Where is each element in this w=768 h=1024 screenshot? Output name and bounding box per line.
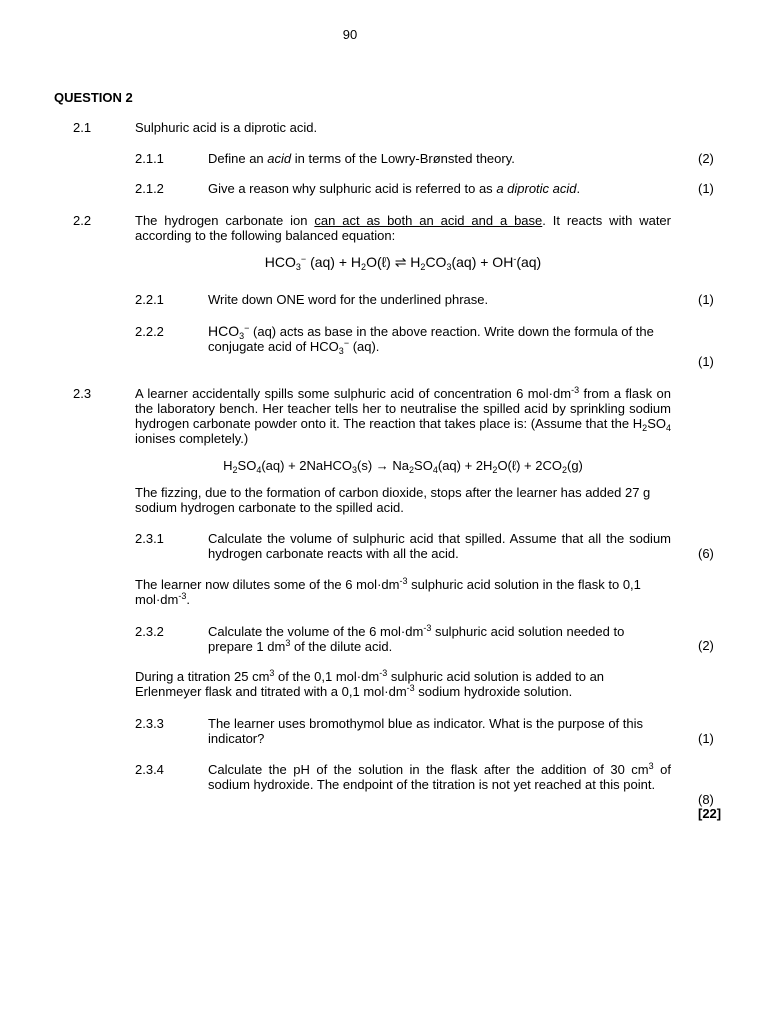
question-text-2-3-1: Calculate the volume of sulphuric acid that spilled. Assume that all the sodium hydrogen carbonate reacts with all the acid. — [208, 531, 671, 561]
question-text-2-2-2: $HCO_3^-$ (aq) acts as base in the above reaction. Write down the formula of the conjugate acid of $HCO_3^-$ (aq). — [208, 323, 654, 356]
question-number-2-3-4: 2.3.4 — [135, 762, 164, 777]
marks-2-1-2: (1) — [698, 181, 714, 196]
question-number-2-2: 2.2 — [73, 213, 92, 228]
underlined-phrase: can act as both an acid and a base — [314, 213, 543, 228]
question-number-2-2-1: 2.2.1 — [135, 292, 164, 307]
marks-2-3-2: (2) — [698, 638, 714, 653]
question-title: QUESTION 2 — [54, 90, 133, 105]
fizzing-paragraph: The fizzing, due to the formation of carbon dioxide, stops after the learner has added 27 g sodium hydrogen carbonate to the spilled acid. — [135, 485, 651, 515]
question-text-2-3-2: Calculate the volume of the 6 $mol\cdot dm^{-3}$ sulphuric acid solution needed to prepare 1 $dm^3$ of the dilute acid. — [208, 623, 625, 654]
question-number-2-2-2: 2.2.2 — [135, 324, 164, 339]
question-number-2-3-3: 2.3.3 — [135, 716, 164, 731]
question-number-2-1-2: 2.1.2 — [135, 181, 164, 196]
question-text-2-1: Sulphuric acid is a diprotic acid. — [135, 120, 318, 135]
dilution-paragraph: The learner now dilutes some of the 6 $mol\cdot dm^{-3}$ sulphuric acid solution in the flask to 0,1 $mol\cdot dm^{-3}$. — [135, 576, 641, 607]
question-text-2-1-2: Give a reason why sulphuric acid is referred to as a diprotic acid. — [208, 181, 581, 196]
equation-2-3: $H_2SO_4(aq)$ + 2NaHCO$_3$(s) → $Na_2SO_4(aq)$ + $2H_2O(\ell) + 2CO_2(g)$ — [223, 458, 583, 475]
question-number-2-3-2: 2.3.2 — [135, 624, 164, 639]
page-number: 90 — [342, 27, 358, 42]
question-number-2-1: 2.1 — [73, 120, 92, 135]
titration-paragraph: During a titration 25 $cm^3$ of the 0,1 $mol\cdot dm^{-3}$ sulphuric acid solution is added to an Erlenmeyer flask and titrated with a 0,1 $mol\cdot dm^{-3}$ sodium hydroxide solution. — [135, 668, 605, 699]
marks-2-2-2: (1) — [698, 354, 714, 369]
total-marks: [22] — [698, 806, 722, 821]
question-text-2-2-1: Write down ONE word for the underlined phrase. — [208, 292, 489, 307]
question-text-2-3-4: Calculate the pH of the solution in the flask after the addition of 30 $cm^3$ of sodium hydroxide. The endpoint of the titration is not yet reached at this point. — [208, 761, 671, 792]
question-text-2-3-3: The learner uses bromothymol blue as indicator. What is the purpose of this indicator? — [208, 716, 643, 746]
question-number-2-3-1: 2.3.1 — [135, 531, 164, 546]
marks-2-1-1: (2) — [698, 151, 714, 166]
equation-2-2: $HCO_3^-$ $(aq) + H_2O(\ell)$ ⇌ $H_2CO_3(aq) + OH^-(aq)$ — [264, 254, 542, 272]
marks-2-3-3: (1) — [698, 731, 714, 746]
question-number-2-1-1: 2.1.1 — [135, 151, 164, 166]
marks-2-3-4: (8) — [698, 792, 714, 807]
question-text-2-3: A learner accidentally spills some sulphuric acid of concentration 6 $mol\cdot dm^{-3}$ from a flask on the laboratory bench. Her teacher tells her to neutralise the spilled acid by sprinkling sodium hydrogen carbonate powder onto it. The reaction that takes place is: (Assume that the $H_2SO_4$ ionises completely.) — [135, 385, 671, 446]
marks-2-3-1: (6) — [698, 546, 714, 561]
question-text-2-2: The hydrogen carbonate ion can act as both an acid and a base. It reacts with water according to the following balanced equation: — [135, 213, 671, 243]
marks-2-2-1: (1) — [698, 292, 714, 307]
question-text-2-1-1: Define an acid in terms of the Lowry-Brønsted theory. — [208, 151, 515, 166]
question-number-2-3: 2.3 — [73, 386, 92, 401]
